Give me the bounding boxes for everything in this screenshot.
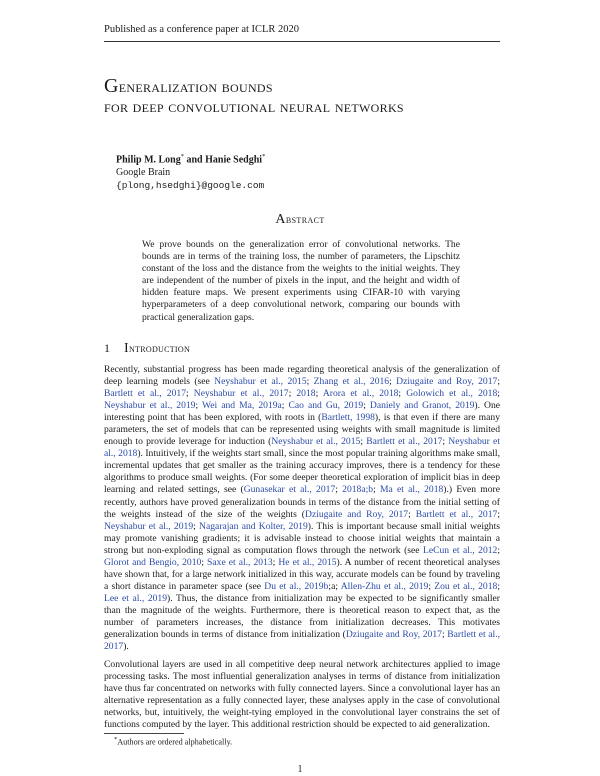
body-text: ;	[428, 580, 435, 592]
body-text: ). Intuitively, if the weights start small, since the most popular training algorithms make small, incremental updates that get smaller as the training accuracy improves, there is a tendency for these algorithms to produce small weights. (For some deeper theoretical exploration of implicit bias in deep learning and related settings, see (	[104, 448, 500, 496]
body-text: ;	[186, 388, 194, 400]
body-text: ).) Even more recently, authors have proved generalization bounds in terms of the distance from the initial setting of the weights instead of the size of the weights (	[104, 484, 500, 520]
citation-link[interactable]: Dziugaite and Roy, 2017	[396, 376, 498, 388]
citation-link[interactable]: Du et al., 2019b	[264, 580, 329, 592]
citation-link[interactable]: Bartlett, 1998	[321, 412, 375, 424]
body-text: ;	[408, 508, 416, 520]
section-title-first: I	[124, 341, 129, 356]
body-text: ;	[201, 556, 208, 568]
citation-link[interactable]: He et al., 2015	[278, 556, 337, 568]
body-text: ;	[335, 484, 343, 496]
citation-link[interactable]: Ma et al., 2018	[379, 484, 444, 496]
body-text: ;	[363, 400, 370, 412]
citation-link[interactable]: Dziugaite and Roy, 2017	[345, 629, 442, 641]
citation-link[interactable]: Glorot and Bengio, 2010	[104, 556, 202, 568]
citation-link[interactable]: Neyshabur et al., 2015	[271, 436, 361, 448]
citation-link[interactable]: Bartlett et al., 2017	[104, 388, 186, 400]
abstract-heading	[0, 212, 600, 228]
citation-link[interactable]: Dziugaite and Roy, 2017	[305, 508, 409, 520]
footnote-text: Authors are ordered alphabetically.	[117, 737, 233, 747]
abstract-text: We prove bounds on the generalization error of convolutional networks. The bounds are in terms of the training loss, the number of parameters, the Lipschitz constant of the loss and the distance from the weights to the initial weights. They are independent of the number of pixels in the input, and the height and width of hidden feature maps. We present experiments using CIFAR-10 with varying hyperparameters of a deep convolutional network, comparing our bounds with practical generalization gaps.	[142, 239, 460, 323]
citation-link[interactable]: Daniely and Granot, 2019	[369, 400, 475, 412]
body-text: ;	[195, 400, 202, 412]
citation-link[interactable]: 2018a;b	[342, 484, 374, 496]
author-block	[116, 150, 265, 192]
intro-paragraph-1	[104, 364, 500, 653]
body-text: ). One interesting point that has been explored, with roots in (	[104, 400, 501, 424]
section-number: 1	[104, 341, 111, 355]
section-title-rest: ntroduction	[128, 341, 191, 355]
body-text: ), is that even if there are many parameters, the set of models that can be represented using weights with small magnitude is limited enough to provide leverage for induction (	[104, 412, 500, 448]
body-text: ;	[398, 388, 407, 400]
citation-link[interactable]: Neyshabur et al., 2017	[193, 388, 289, 400]
footnote-marker: *	[114, 736, 118, 743]
title-line-2: for deep convolutional neural networks	[104, 97, 404, 116]
body-text: ;	[281, 400, 289, 412]
body-text: ). This is important because small initial weights may promote vanishing gradients; it is advisable instead to choose initial weights that maintain a strong but non-exploding signal as computation flows through the network (see	[104, 520, 500, 556]
body-text: ;	[389, 376, 397, 388]
body-text: ;	[193, 520, 200, 532]
citation-link[interactable]: Zou et al., 2018	[434, 580, 498, 592]
section-heading	[104, 341, 190, 357]
body-text: Recently, substantial progress has been made regarding theoretical analysis of the generalization of deep learning models (see	[104, 364, 500, 388]
title-line-1	[104, 76, 524, 97]
citation-link[interactable]: Neyshabur et al., 2018	[104, 436, 500, 460]
abstract-heading-first: A	[275, 212, 286, 227]
citation-link[interactable]: Lee et al., 2019	[104, 592, 168, 604]
title-line-1-rest: eneralization bounds	[118, 77, 273, 96]
body-text: ;	[288, 388, 297, 400]
citation-link[interactable]: Zhang et al., 2016	[313, 376, 390, 388]
body-text: ;	[497, 376, 500, 388]
body-text: ).	[123, 641, 129, 653]
paper-title	[104, 76, 524, 117]
abstract-heading-rest: bstract	[285, 212, 325, 226]
body-text: ;	[442, 436, 449, 448]
citation-link[interactable]: LeCun et al., 2012	[422, 544, 498, 556]
author-1-marker: *	[180, 153, 184, 160]
affiliation: Google Brain	[116, 167, 171, 179]
citation-link[interactable]: Bartlett et al., 2017	[415, 508, 498, 520]
body-text: ;	[315, 388, 323, 400]
citation-link[interactable]: Bartlett et al., 2017	[366, 436, 443, 448]
body-text: ). Thus, the distance from initialization may be expected to be significantly smaller than the magnitude of the weights. Furthermore, there is theoretical reason to expect that, as the number of parameters increases, the distance from initialization decreases. This motivates generalization bounds in terms of distance from initialization (	[104, 592, 500, 641]
running-header: Published as a conference paper at ICLR 2020	[104, 24, 300, 35]
citation-link[interactable]: Nagarajan and Kolter, 2019	[199, 520, 308, 532]
body-text: ;	[497, 508, 500, 520]
author-2-marker: *	[262, 153, 266, 160]
citation-link[interactable]: Bartlett et al., 2017	[104, 629, 500, 653]
body-text: ;	[272, 556, 279, 568]
body-text: ;	[360, 436, 367, 448]
citation-link[interactable]: Golowich et al., 2018	[406, 388, 498, 400]
citation-link[interactable]: Arora et al., 2018	[322, 388, 399, 400]
section-title	[124, 341, 190, 355]
body-text: ). A number of recent theoretical analyses have shown that, for a large network initialized in this way, accurate models can be found by traveling a short distance in parameter space (see	[104, 556, 500, 592]
page-number: 1	[297, 764, 303, 775]
section-body	[104, 364, 500, 737]
intro-paragraph-2: Convolutional layers are used in all competitive deep neural network architectures applied to image processing tasks. The most influential generalization analyses in terms of distance from initialization have thus far concentrated on networks with fully connected layers. Since a convolutional layer has an alternative representation as a fully connected layer, these analyses apply in the case of convolutional networks, but, intuitively, the weight-tying employed in the convolutional layer constrains the set of functions computed by the layer. This additional restriction should be expected to aid generalization.	[104, 659, 500, 731]
citation-link[interactable]: Gunasekar et al., 2017	[243, 484, 336, 496]
citation-link[interactable]: Neyshabur et al., 2015	[214, 376, 307, 388]
header-rule	[104, 41, 500, 42]
citation-link[interactable]: Neyshabur et al., 2019	[104, 520, 194, 532]
author-2: and Hanie Sedghi	[184, 154, 263, 166]
citation-link[interactable]: Wei and Ma, 2019a	[202, 400, 282, 412]
footnote-rule	[104, 733, 184, 734]
body-text: ;a;	[328, 580, 341, 592]
footnote	[114, 736, 232, 747]
title-line-1-first: G	[104, 75, 119, 97]
author-names	[116, 150, 265, 166]
body-text: ;	[497, 580, 500, 592]
author-1: Philip M. Long	[116, 154, 181, 166]
citation-link[interactable]: Neyshabur et al., 2019	[104, 400, 196, 412]
body-text: ;	[441, 629, 448, 641]
body-text: ;	[497, 544, 501, 556]
citation-link[interactable]: Cao and Gu, 2019	[288, 400, 364, 412]
body-text: ;	[497, 388, 500, 400]
author-email: {plong,hsedghi}@google.com	[116, 180, 265, 192]
citation-link[interactable]: Saxe et al., 2013	[207, 556, 273, 568]
body-text: ;	[306, 376, 314, 388]
citation-link[interactable]: 2018	[296, 388, 316, 400]
body-text: ;	[373, 484, 380, 496]
citation-link[interactable]: Allen-Zhu et al., 2019	[340, 580, 429, 592]
